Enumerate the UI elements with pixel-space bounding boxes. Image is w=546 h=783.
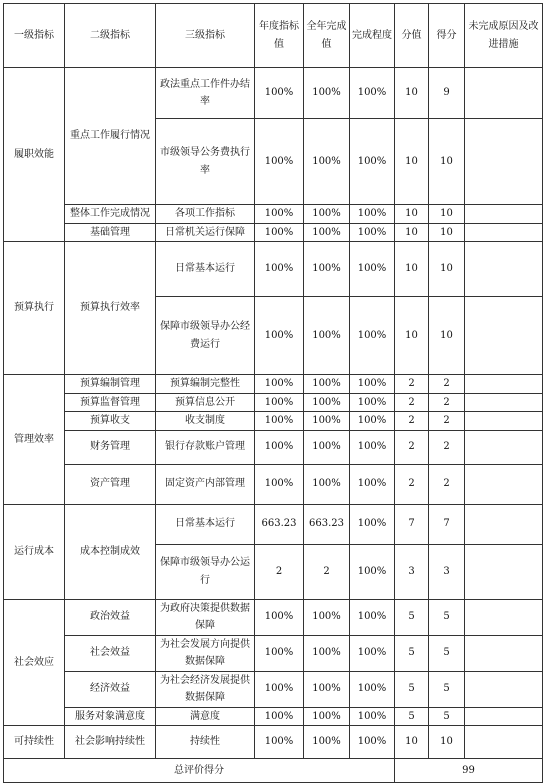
actual-cell: 100% [304,68,350,119]
score-cell: 5 [429,635,465,671]
score-cell: 2 [429,430,465,464]
reason-cell [465,205,543,224]
target-cell: 100% [255,412,304,431]
header-reason: 未完成原因及改进措施 [465,4,543,68]
level3-cell: 各项工作指标 [156,205,255,224]
score-cell: 2 [429,464,465,504]
performance-evaluation-table [3,3,543,783]
level1-cell: 运行成本 [4,504,65,599]
reason-cell [465,599,543,635]
level2-cell: 基础管理 [65,223,156,242]
level3-cell: 为政府决策提供数据保障 [156,599,255,635]
completion-cell: 100% [350,297,395,375]
level2-cell: 社会影响持续性 [65,726,156,759]
completion-cell: 100% [350,671,395,707]
actual-cell: 100% [304,119,350,205]
completion-cell: 100% [350,205,395,224]
reason-cell [465,544,543,599]
value-cell: 10 [395,68,429,119]
level3-cell: 预算信息公开 [156,393,255,412]
level3-cell: 银行存款账户管理 [156,430,255,464]
target-cell: 100% [255,205,304,224]
score-cell: 2 [429,412,465,431]
level2-cell: 资产管理 [65,464,156,504]
actual-cell: 100% [304,393,350,412]
table-row [4,726,543,759]
value-cell: 10 [395,297,429,375]
value-cell: 5 [395,635,429,671]
target-cell: 100% [255,119,304,205]
level1-cell: 可持续性 [4,726,65,759]
table-row [4,393,543,412]
header-annual-target: 年度指标值 [255,4,304,68]
value-cell: 10 [395,205,429,224]
reason-cell [465,635,543,671]
reason-cell [465,119,543,205]
actual-cell: 2 [304,544,350,599]
actual-cell: 100% [304,726,350,759]
table-row [4,205,543,224]
actual-cell: 100% [304,205,350,224]
value-cell: 5 [395,599,429,635]
header-score: 得分 [429,4,465,68]
header-level1: 一级指标 [4,4,65,68]
level3-cell: 保障市级领导办公经费运行 [156,297,255,375]
level2-cell: 成本控制成效 [65,504,156,599]
completion-cell: 100% [350,599,395,635]
actual-cell: 100% [304,671,350,707]
level3-cell: 为社会发展方向提供数据保障 [156,635,255,671]
table-row [4,504,543,544]
target-cell: 100% [255,635,304,671]
score-cell: 5 [429,671,465,707]
level1-cell: 履职效能 [4,68,65,242]
actual-cell: 100% [304,297,350,375]
completion-cell: 100% [350,707,395,726]
score-cell: 2 [429,375,465,394]
reason-cell [465,671,543,707]
level2-cell: 预算收支 [65,412,156,431]
completion-cell: 100% [350,242,395,297]
actual-cell: 100% [304,599,350,635]
completion-cell: 100% [350,119,395,205]
level3-cell: 满意度 [156,707,255,726]
level3-cell: 日常机关运行保障 [156,223,255,242]
value-cell: 3 [395,544,429,599]
target-cell: 663.23 [255,504,304,544]
score-cell: 5 [429,707,465,726]
score-cell: 10 [429,297,465,375]
table-row [4,412,543,431]
level3-cell: 日常基本运行 [156,242,255,297]
completion-cell: 100% [350,223,395,242]
completion-cell: 100% [350,393,395,412]
reason-cell [465,223,543,242]
completion-cell: 100% [350,544,395,599]
target-cell: 100% [255,242,304,297]
level3-cell: 政法重点工作件办结率 [156,68,255,119]
actual-cell: 100% [304,635,350,671]
reason-cell [465,68,543,119]
target-cell: 100% [255,375,304,394]
value-cell: 2 [395,464,429,504]
value-cell: 2 [395,412,429,431]
value-cell: 10 [395,119,429,205]
level1-cell: 预算执行 [4,242,65,375]
table-row [4,223,543,242]
table-row [4,68,543,119]
target-cell: 100% [255,599,304,635]
reason-cell [465,297,543,375]
completion-cell: 100% [350,635,395,671]
value-cell: 2 [395,375,429,394]
value-cell: 5 [395,707,429,726]
reason-cell [465,726,543,759]
header-score-value: 分值 [395,4,429,68]
total-row [4,759,543,783]
level3-cell: 市级领导公务费执行率 [156,119,255,205]
reason-cell [465,242,543,297]
completion-cell: 100% [350,375,395,394]
target-cell: 100% [255,707,304,726]
table-row [4,242,543,297]
actual-cell: 100% [304,464,350,504]
value-cell: 2 [395,430,429,464]
score-cell: 10 [429,242,465,297]
level2-cell: 预算监督管理 [65,393,156,412]
reason-cell [465,504,543,544]
completion-cell: 100% [350,726,395,759]
level2-cell: 预算执行效率 [65,242,156,375]
level1-cell: 社会效应 [4,599,65,726]
target-cell: 100% [255,68,304,119]
actual-cell: 100% [304,223,350,242]
level3-cell: 预算编制完整性 [156,375,255,394]
value-cell: 5 [395,671,429,707]
table-row [4,707,543,726]
header-row [4,4,543,68]
completion-cell: 100% [350,504,395,544]
header-full-year-value: 全年完成值 [304,4,350,68]
actual-cell: 100% [304,375,350,394]
level1-cell: 管理效率 [4,375,65,505]
actual-cell: 663.23 [304,504,350,544]
score-cell: 10 [429,205,465,224]
actual-cell: 100% [304,242,350,297]
value-cell: 2 [395,393,429,412]
reason-cell [465,393,543,412]
level2-cell: 预算编制管理 [65,375,156,394]
reason-cell [465,707,543,726]
level3-cell: 收支制度 [156,412,255,431]
value-cell: 10 [395,223,429,242]
target-cell: 2 [255,544,304,599]
table-row [4,464,543,504]
table-row [4,635,543,671]
actual-cell: 100% [304,412,350,431]
score-cell: 9 [429,68,465,119]
level3-cell: 固定资产内部管理 [156,464,255,504]
score-cell: 7 [429,504,465,544]
actual-cell: 100% [304,707,350,726]
level2-cell: 整体工作完成情况 [65,205,156,224]
target-cell: 100% [255,393,304,412]
level2-cell: 社会效益 [65,635,156,671]
target-cell: 100% [255,726,304,759]
table-row [4,430,543,464]
target-cell: 100% [255,430,304,464]
score-cell: 5 [429,599,465,635]
level2-cell: 重点工作履行情况 [65,68,156,205]
target-cell: 100% [255,464,304,504]
score-cell: 3 [429,544,465,599]
total-score: 99 [395,759,543,783]
header-level2: 二级指标 [65,4,156,68]
table-row [4,671,543,707]
level2-cell: 服务对象满意度 [65,707,156,726]
completion-cell: 100% [350,412,395,431]
completion-cell: 100% [350,68,395,119]
level2-cell: 财务管理 [65,430,156,464]
table-row [4,375,543,394]
target-cell: 100% [255,671,304,707]
completion-cell: 100% [350,430,395,464]
table-row [4,599,543,635]
reason-cell [465,430,543,464]
reason-cell [465,412,543,431]
level3-cell: 持续性 [156,726,255,759]
header-completion: 完成程度 [350,4,395,68]
level2-cell: 经济效益 [65,671,156,707]
target-cell: 100% [255,223,304,242]
reason-cell [465,375,543,394]
score-cell: 10 [429,726,465,759]
target-cell: 100% [255,297,304,375]
level3-cell: 保障市级领导办公运行 [156,544,255,599]
reason-cell [465,464,543,504]
value-cell: 7 [395,504,429,544]
value-cell: 10 [395,726,429,759]
completion-cell: 100% [350,464,395,504]
total-label: 总评价得分 [4,759,395,783]
level3-cell: 为社会经济发展提供数据保障 [156,671,255,707]
level3-cell: 日常基本运行 [156,504,255,544]
score-cell: 2 [429,393,465,412]
level2-cell: 政治效益 [65,599,156,635]
score-cell: 10 [429,119,465,205]
header-level3: 三级指标 [156,4,255,68]
score-cell: 10 [429,223,465,242]
actual-cell: 100% [304,430,350,464]
value-cell: 10 [395,242,429,297]
